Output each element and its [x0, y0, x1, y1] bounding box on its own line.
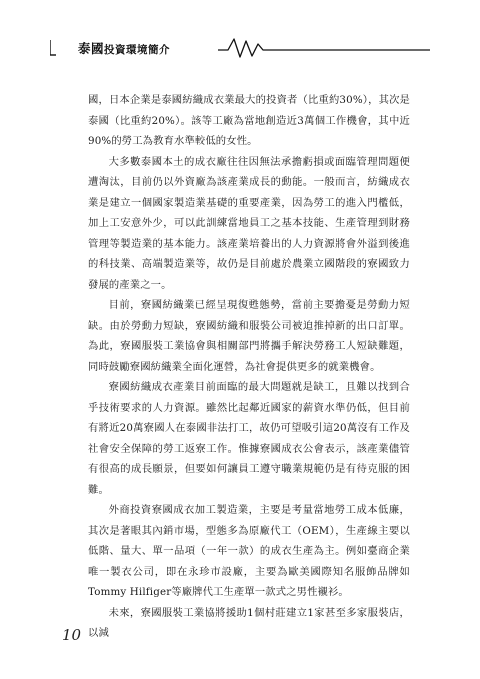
header-title [78, 39, 170, 57]
paragraph: 未來，寮國服裝工業協將援助1個村莊建立1家甚至多家服裝店，以減 [88, 606, 410, 639]
paragraph: 國，日本企業是泰國紡織成衣業最大的投資者（比重約30%），其次是泰國（比重約20%）。該等工廠為當地創造近3萬個工作機會，其中近90%的勞工為教育水準較低的女性。 [88, 94, 410, 147]
paragraph: 寮國紡織成衣產業目前面臨的最大問題就是缺工，且難以找到合乎技術要求的人力資源。雖然比起鄰近國家的薪資水準仍低，但目前有將近20萬寮國人在泰國非法打工，故仍可望吸引這20萬沒有工作及社會安全保障的勞工返寮工作。惟據寮國成衣公會表示，該產業儘管有很高的成長願景，但要如何讓員工遵守職業規範仍是有待克服的困難。 [88, 381, 410, 496]
body-text [88, 90, 410, 644]
paragraph: 目前，寮國紡織業已經呈現復甦態勢，當前主要擔憂是勞動力短缺。由於勞動力短缺，寮國紡織和服裝公司被迫推掉新的出口訂單。為此，寮國服裝工業協會與相關部門將攜手解決勞務工人短缺難題，同時鼓勵寮國紡織業全面化運營，為社會提供更多的就業機會。 [88, 299, 410, 373]
header-title-subtitle: 投資環境簡介 [104, 44, 171, 56]
paragraph: 大多數泰國本土的成衣廠往往因無法承擔虧損或面臨管理問題便遭淘汰，目前仍以外資廠為該產業成長的動能。一般而言，紡織成衣業是建立一個國家製造業基礎的重要產業，因為勞工的進入門檻低，加上工安意外少，可以此訓練當地員工之基本技能、生產管理到財務管理等製造業的基本能力。該產業培養出的人力資源將會外溢到後進的科技業、高端製造業等，故仍是目前處於農業立國階段的寮國致力發展的產業之一。 [88, 155, 410, 291]
running-header [50, 36, 430, 58]
header-title-country: 泰國 [78, 41, 105, 56]
page-number: 10 [62, 626, 82, 644]
paragraph: 外商投資寮國成衣加工製造業，主要是考量當地勞工成本低廉，其次是著眼其內銷市場，型態多為原廠代工（OEM），生產線主要以低階、量大、單一品項（一年一款）的成衣生產為主。例如臺商企業唯一製衣公司，即在永珍市設廠，主要為歐美國際知名服飾品牌如Tommy Hilfiger等廠牌代工生產單一款式之男性襯衫。 [88, 504, 410, 598]
